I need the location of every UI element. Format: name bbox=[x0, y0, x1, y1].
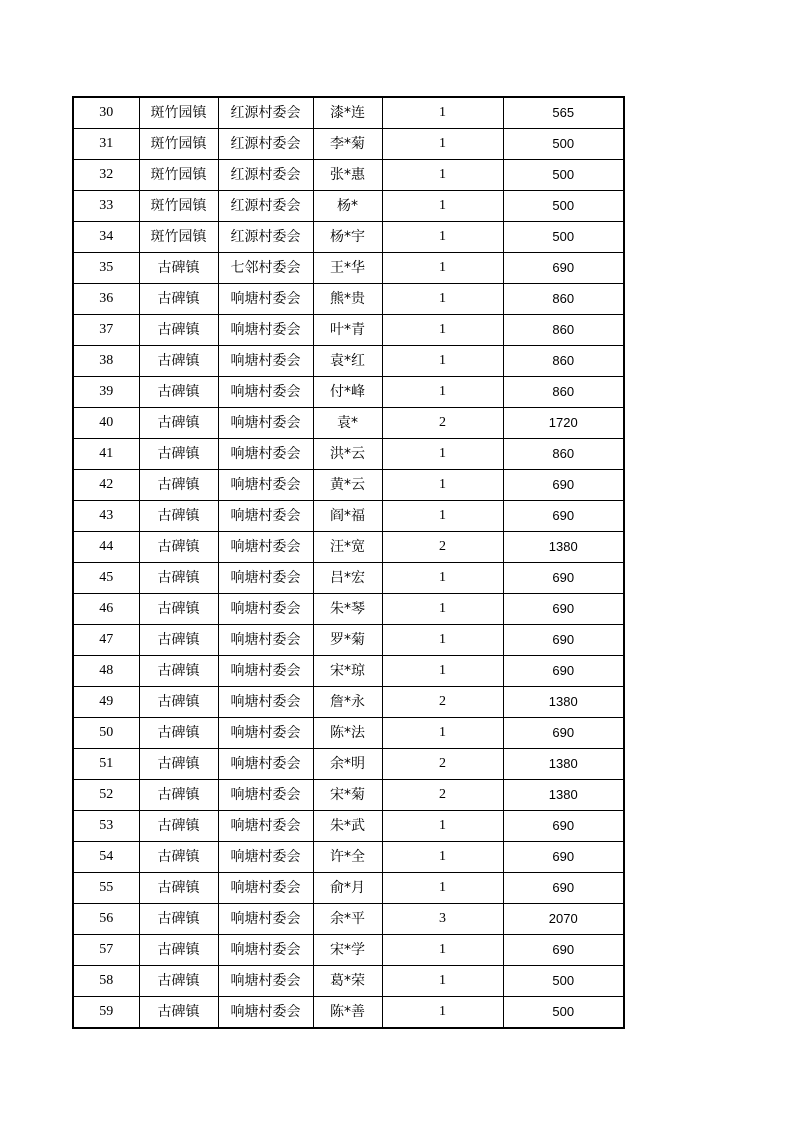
cell-person-name: 张*惠 bbox=[313, 160, 382, 191]
cell-person-name: 洪*云 bbox=[313, 439, 382, 470]
cell-serial-number: 50 bbox=[73, 718, 139, 749]
cell-serial-number: 56 bbox=[73, 904, 139, 935]
cell-town: 古碑镇 bbox=[139, 625, 218, 656]
cell-amount: 690 bbox=[503, 253, 624, 284]
cell-town: 古碑镇 bbox=[139, 842, 218, 873]
cell-town: 古碑镇 bbox=[139, 873, 218, 904]
cell-village-committee: 红源村委会 bbox=[218, 129, 313, 160]
cell-village-committee: 响塘村委会 bbox=[218, 501, 313, 532]
cell-person-count: 1 bbox=[382, 625, 503, 656]
table-row bbox=[73, 315, 624, 346]
cell-town: 斑竹园镇 bbox=[139, 222, 218, 253]
cell-serial-number: 43 bbox=[73, 501, 139, 532]
cell-amount: 860 bbox=[503, 284, 624, 315]
table-row bbox=[73, 966, 624, 997]
cell-village-committee: 响塘村委会 bbox=[218, 780, 313, 811]
cell-town: 古碑镇 bbox=[139, 377, 218, 408]
table-row bbox=[73, 191, 624, 222]
cell-person-count: 2 bbox=[382, 749, 503, 780]
cell-person-count: 2 bbox=[382, 532, 503, 563]
cell-serial-number: 37 bbox=[73, 315, 139, 346]
table-row bbox=[73, 873, 624, 904]
cell-person-name: 詹*永 bbox=[313, 687, 382, 718]
cell-amount: 565 bbox=[503, 97, 624, 129]
cell-serial-number: 41 bbox=[73, 439, 139, 470]
cell-serial-number: 42 bbox=[73, 470, 139, 501]
cell-serial-number: 39 bbox=[73, 377, 139, 408]
cell-serial-number: 59 bbox=[73, 997, 139, 1029]
table-row bbox=[73, 997, 624, 1029]
cell-village-committee: 响塘村委会 bbox=[218, 594, 313, 625]
table-row bbox=[73, 253, 624, 284]
cell-person-name: 袁* bbox=[313, 408, 382, 439]
cell-amount: 690 bbox=[503, 811, 624, 842]
table-row bbox=[73, 625, 624, 656]
cell-serial-number: 34 bbox=[73, 222, 139, 253]
cell-person-count: 1 bbox=[382, 873, 503, 904]
cell-person-count: 1 bbox=[382, 563, 503, 594]
cell-amount: 1720 bbox=[503, 408, 624, 439]
cell-village-committee: 响塘村委会 bbox=[218, 656, 313, 687]
cell-person-name: 王*华 bbox=[313, 253, 382, 284]
cell-amount: 500 bbox=[503, 160, 624, 191]
cell-town: 古碑镇 bbox=[139, 253, 218, 284]
table-row bbox=[73, 656, 624, 687]
cell-village-committee: 响塘村委会 bbox=[218, 563, 313, 594]
cell-village-committee: 响塘村委会 bbox=[218, 439, 313, 470]
cell-person-count: 1 bbox=[382, 470, 503, 501]
cell-serial-number: 53 bbox=[73, 811, 139, 842]
cell-town: 古碑镇 bbox=[139, 811, 218, 842]
cell-town: 古碑镇 bbox=[139, 532, 218, 563]
cell-amount: 500 bbox=[503, 129, 624, 160]
cell-serial-number: 33 bbox=[73, 191, 139, 222]
table-row bbox=[73, 97, 624, 129]
cell-amount: 690 bbox=[503, 935, 624, 966]
cell-amount: 690 bbox=[503, 718, 624, 749]
cell-town: 古碑镇 bbox=[139, 470, 218, 501]
cell-town: 古碑镇 bbox=[139, 656, 218, 687]
cell-town: 斑竹园镇 bbox=[139, 160, 218, 191]
table-row bbox=[73, 935, 624, 966]
cell-village-committee: 响塘村委会 bbox=[218, 408, 313, 439]
cell-serial-number: 35 bbox=[73, 253, 139, 284]
cell-person-count: 1 bbox=[382, 377, 503, 408]
cell-town: 古碑镇 bbox=[139, 749, 218, 780]
cell-serial-number: 57 bbox=[73, 935, 139, 966]
cell-person-name: 叶*青 bbox=[313, 315, 382, 346]
cell-village-committee: 响塘村委会 bbox=[218, 749, 313, 780]
cell-amount: 860 bbox=[503, 377, 624, 408]
cell-serial-number: 38 bbox=[73, 346, 139, 377]
cell-village-committee: 响塘村委会 bbox=[218, 284, 313, 315]
table-row bbox=[73, 160, 624, 191]
cell-person-count: 3 bbox=[382, 904, 503, 935]
cell-person-name: 宋*琼 bbox=[313, 656, 382, 687]
cell-person-name: 宋*菊 bbox=[313, 780, 382, 811]
cell-serial-number: 58 bbox=[73, 966, 139, 997]
table-row bbox=[73, 439, 624, 470]
cell-town: 古碑镇 bbox=[139, 594, 218, 625]
cell-person-name: 葛*荣 bbox=[313, 966, 382, 997]
cell-person-name: 阎*福 bbox=[313, 501, 382, 532]
cell-amount: 500 bbox=[503, 191, 624, 222]
cell-serial-number: 49 bbox=[73, 687, 139, 718]
table-row bbox=[73, 346, 624, 377]
table-row bbox=[73, 749, 624, 780]
cell-town: 斑竹园镇 bbox=[139, 191, 218, 222]
cell-person-count: 1 bbox=[382, 315, 503, 346]
cell-village-committee: 响塘村委会 bbox=[218, 346, 313, 377]
cell-town: 古碑镇 bbox=[139, 501, 218, 532]
cell-person-count: 1 bbox=[382, 656, 503, 687]
cell-person-name: 杨*宇 bbox=[313, 222, 382, 253]
cell-amount: 1380 bbox=[503, 749, 624, 780]
cell-amount: 500 bbox=[503, 966, 624, 997]
cell-serial-number: 44 bbox=[73, 532, 139, 563]
cell-town: 古碑镇 bbox=[139, 935, 218, 966]
cell-person-count: 1 bbox=[382, 97, 503, 129]
cell-amount: 690 bbox=[503, 625, 624, 656]
cell-town: 古碑镇 bbox=[139, 997, 218, 1029]
cell-village-committee: 响塘村委会 bbox=[218, 718, 313, 749]
cell-village-committee: 响塘村委会 bbox=[218, 625, 313, 656]
cell-person-name: 罗*菊 bbox=[313, 625, 382, 656]
cell-person-name: 李*菊 bbox=[313, 129, 382, 160]
cell-serial-number: 47 bbox=[73, 625, 139, 656]
cell-person-count: 1 bbox=[382, 501, 503, 532]
cell-town: 斑竹园镇 bbox=[139, 97, 218, 129]
cell-person-name: 付*峰 bbox=[313, 377, 382, 408]
cell-village-committee: 响塘村委会 bbox=[218, 904, 313, 935]
cell-amount: 690 bbox=[503, 656, 624, 687]
table-row bbox=[73, 222, 624, 253]
cell-person-name: 袁*红 bbox=[313, 346, 382, 377]
cell-village-committee: 响塘村委会 bbox=[218, 935, 313, 966]
table-row bbox=[73, 470, 624, 501]
cell-village-committee: 响塘村委会 bbox=[218, 377, 313, 408]
cell-person-count: 1 bbox=[382, 594, 503, 625]
cell-person-count: 2 bbox=[382, 780, 503, 811]
cell-person-count: 1 bbox=[382, 346, 503, 377]
cell-amount: 1380 bbox=[503, 687, 624, 718]
cell-town: 古碑镇 bbox=[139, 315, 218, 346]
cell-person-count: 1 bbox=[382, 966, 503, 997]
table-row bbox=[73, 780, 624, 811]
cell-village-committee: 响塘村委会 bbox=[218, 315, 313, 346]
cell-town: 古碑镇 bbox=[139, 966, 218, 997]
cell-amount: 860 bbox=[503, 439, 624, 470]
cell-person-name: 熊*贵 bbox=[313, 284, 382, 315]
cell-person-count: 1 bbox=[382, 842, 503, 873]
cell-village-committee: 红源村委会 bbox=[218, 222, 313, 253]
data-table bbox=[72, 96, 625, 1029]
cell-person-count: 1 bbox=[382, 253, 503, 284]
cell-serial-number: 45 bbox=[73, 563, 139, 594]
cell-serial-number: 46 bbox=[73, 594, 139, 625]
cell-amount: 690 bbox=[503, 563, 624, 594]
cell-person-name: 汪*宽 bbox=[313, 532, 382, 563]
cell-amount: 690 bbox=[503, 873, 624, 904]
table-row bbox=[73, 842, 624, 873]
cell-town: 古碑镇 bbox=[139, 563, 218, 594]
cell-serial-number: 51 bbox=[73, 749, 139, 780]
table-row bbox=[73, 501, 624, 532]
cell-person-name: 吕*宏 bbox=[313, 563, 382, 594]
cell-serial-number: 54 bbox=[73, 842, 139, 873]
cell-serial-number: 31 bbox=[73, 129, 139, 160]
table-row bbox=[73, 904, 624, 935]
cell-village-committee: 红源村委会 bbox=[218, 97, 313, 129]
cell-amount: 860 bbox=[503, 315, 624, 346]
cell-person-name: 陈*法 bbox=[313, 718, 382, 749]
cell-amount: 1380 bbox=[503, 532, 624, 563]
table-row bbox=[73, 532, 624, 563]
cell-person-count: 2 bbox=[382, 687, 503, 718]
cell-village-committee: 响塘村委会 bbox=[218, 532, 313, 563]
cell-town: 古碑镇 bbox=[139, 439, 218, 470]
cell-amount: 690 bbox=[503, 470, 624, 501]
cell-amount: 500 bbox=[503, 997, 624, 1029]
cell-serial-number: 32 bbox=[73, 160, 139, 191]
cell-town: 古碑镇 bbox=[139, 284, 218, 315]
cell-town: 古碑镇 bbox=[139, 780, 218, 811]
cell-person-name: 宋*学 bbox=[313, 935, 382, 966]
cell-person-name: 朱*武 bbox=[313, 811, 382, 842]
cell-person-name: 朱*琴 bbox=[313, 594, 382, 625]
table-row bbox=[73, 811, 624, 842]
cell-town: 古碑镇 bbox=[139, 718, 218, 749]
cell-serial-number: 36 bbox=[73, 284, 139, 315]
cell-person-count: 1 bbox=[382, 284, 503, 315]
cell-amount: 690 bbox=[503, 501, 624, 532]
cell-person-count: 1 bbox=[382, 811, 503, 842]
cell-person-count: 1 bbox=[382, 439, 503, 470]
cell-town: 斑竹园镇 bbox=[139, 129, 218, 160]
cell-person-name: 余*平 bbox=[313, 904, 382, 935]
cell-person-name: 陈*善 bbox=[313, 997, 382, 1029]
cell-village-committee: 响塘村委会 bbox=[218, 997, 313, 1029]
cell-town: 古碑镇 bbox=[139, 904, 218, 935]
table-row bbox=[73, 408, 624, 439]
table-row bbox=[73, 284, 624, 315]
cell-person-name: 黄*云 bbox=[313, 470, 382, 501]
table-row bbox=[73, 687, 624, 718]
cell-person-name: 杨* bbox=[313, 191, 382, 222]
cell-person-name: 余*明 bbox=[313, 749, 382, 780]
cell-serial-number: 40 bbox=[73, 408, 139, 439]
cell-village-committee: 响塘村委会 bbox=[218, 811, 313, 842]
cell-village-committee: 响塘村委会 bbox=[218, 470, 313, 501]
cell-village-committee: 响塘村委会 bbox=[218, 687, 313, 718]
cell-person-count: 1 bbox=[382, 935, 503, 966]
cell-amount: 1380 bbox=[503, 780, 624, 811]
cell-person-count: 1 bbox=[382, 718, 503, 749]
table-row bbox=[73, 563, 624, 594]
table-row bbox=[73, 129, 624, 160]
cell-person-name: 俞*月 bbox=[313, 873, 382, 904]
cell-serial-number: 30 bbox=[73, 97, 139, 129]
cell-village-committee: 七邻村委会 bbox=[218, 253, 313, 284]
cell-person-count: 1 bbox=[382, 160, 503, 191]
cell-town: 古碑镇 bbox=[139, 687, 218, 718]
cell-serial-number: 52 bbox=[73, 780, 139, 811]
cell-person-count: 2 bbox=[382, 408, 503, 439]
cell-town: 古碑镇 bbox=[139, 408, 218, 439]
cell-town: 古碑镇 bbox=[139, 346, 218, 377]
cell-person-name: 漆*连 bbox=[313, 97, 382, 129]
cell-village-committee: 响塘村委会 bbox=[218, 842, 313, 873]
cell-person-count: 1 bbox=[382, 222, 503, 253]
cell-village-committee: 红源村委会 bbox=[218, 191, 313, 222]
table-body bbox=[73, 97, 624, 1028]
cell-amount: 2070 bbox=[503, 904, 624, 935]
cell-village-committee: 红源村委会 bbox=[218, 160, 313, 191]
cell-person-name: 许*全 bbox=[313, 842, 382, 873]
cell-serial-number: 48 bbox=[73, 656, 139, 687]
cell-serial-number: 55 bbox=[73, 873, 139, 904]
cell-village-committee: 响塘村委会 bbox=[218, 873, 313, 904]
table-row bbox=[73, 377, 624, 408]
cell-amount: 690 bbox=[503, 842, 624, 873]
cell-amount: 860 bbox=[503, 346, 624, 377]
cell-person-count: 1 bbox=[382, 191, 503, 222]
table-row bbox=[73, 718, 624, 749]
cell-person-count: 1 bbox=[382, 129, 503, 160]
cell-person-count: 1 bbox=[382, 997, 503, 1029]
cell-amount: 690 bbox=[503, 594, 624, 625]
cell-amount: 500 bbox=[503, 222, 624, 253]
table-row bbox=[73, 594, 624, 625]
cell-village-committee: 响塘村委会 bbox=[218, 966, 313, 997]
